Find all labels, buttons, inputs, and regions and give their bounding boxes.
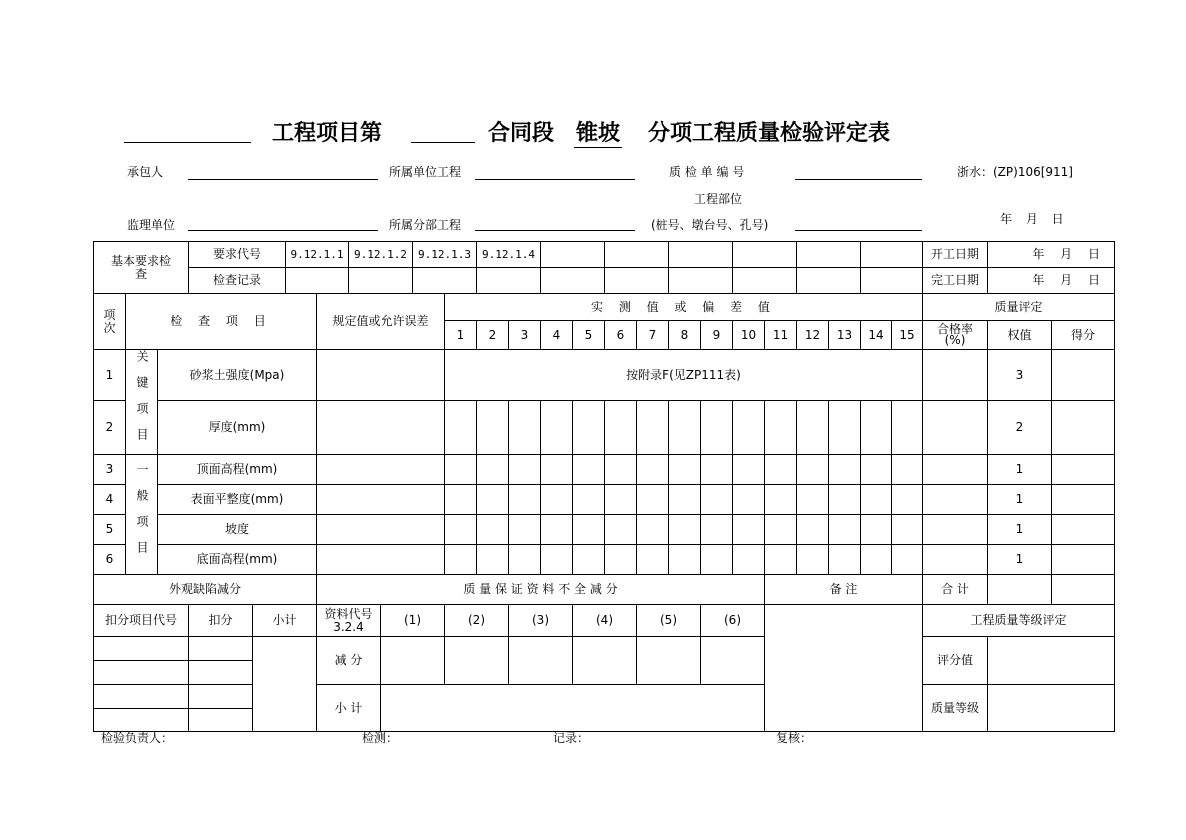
measured-cell[interactable] (861, 485, 892, 515)
measure-number: 7 (637, 321, 669, 350)
deduct-label: 扣分 (189, 605, 253, 637)
measured-cell[interactable] (573, 515, 605, 545)
measure-number: 15 (892, 321, 923, 350)
measured-cell[interactable] (445, 515, 477, 545)
division-project-field[interactable] (475, 230, 635, 231)
location-sub-label: (桩号、墩台号、孔号) (651, 218, 769, 232)
measured-cell[interactable] (637, 401, 669, 455)
measured-cell[interactable] (605, 455, 637, 485)
code-cell[interactable] (733, 242, 797, 268)
record-label: 检查记录 (189, 268, 286, 294)
measured-cell[interactable] (829, 401, 861, 455)
form-code: 浙水：(ZP)106[911] (957, 165, 1073, 179)
subtotal-cell[interactable] (253, 637, 317, 732)
record-cell[interactable] (605, 268, 669, 294)
check-item: 厚度(mm) (158, 401, 317, 455)
pass-rate-cell[interactable] (923, 455, 988, 485)
division-project-label: 所属分部工程 (389, 218, 462, 232)
title-part1: 工程项目第 (272, 121, 383, 146)
measured-cell[interactable] (861, 401, 892, 455)
measured-cell[interactable] (669, 455, 701, 485)
record-cell[interactable] (733, 268, 797, 294)
pass-rate-header: 合格率(%) (923, 321, 988, 350)
measured-cell[interactable] (509, 401, 541, 455)
measure-number: 1 (445, 321, 477, 350)
total-cell[interactable] (1052, 575, 1115, 605)
table-row (94, 545, 1115, 575)
inspector-label: 检验负责人： (101, 731, 174, 745)
location-label: 工程部位 (694, 192, 743, 206)
pass-rate-cell[interactable] (923, 350, 988, 401)
minus-cell[interactable] (381, 637, 445, 685)
start-date-label: 开工日期 (923, 242, 988, 268)
measured-cell[interactable] (765, 485, 797, 515)
measured-cell[interactable] (637, 545, 669, 575)
measured-cell[interactable] (733, 485, 765, 515)
measured-cell[interactable] (669, 545, 701, 575)
measure-number: 4 (541, 321, 573, 350)
measured-cell[interactable] (541, 515, 573, 545)
testing-label: 检测： (362, 731, 399, 745)
measured-cell[interactable] (892, 515, 923, 545)
code-cell[interactable] (861, 242, 923, 268)
pass-rate-cell[interactable] (923, 545, 988, 575)
code-1: 9.12.1.1 (286, 242, 349, 268)
measured-cell[interactable] (573, 485, 605, 515)
unit-project-field[interactable] (475, 179, 635, 180)
doc-2: (2) (445, 605, 509, 637)
measured-cell[interactable] (829, 545, 861, 575)
check-item: 坡度 (158, 515, 317, 545)
code-4: 9.12.1.4 (477, 242, 541, 268)
minus-cell[interactable] (701, 637, 765, 685)
grade-eval-label: 工程质量等级评定 (923, 605, 1115, 637)
row-number: 6 (94, 545, 126, 575)
score-cell[interactable] (1052, 350, 1115, 401)
general-group-label: 一般项目 (126, 455, 158, 575)
measured-cell[interactable] (701, 455, 733, 485)
pass-rate-cell[interactable] (923, 485, 988, 515)
measured-cell[interactable] (733, 545, 765, 575)
minus-cell[interactable] (445, 637, 509, 685)
subtotal-label: 小计 (253, 605, 317, 637)
assurance-deduction-label: 质 量 保 证 资 料 不 全 减 分 (317, 575, 765, 605)
row-number: 4 (94, 485, 126, 515)
minus-label: 减 分 (317, 637, 381, 685)
row-number: 2 (94, 401, 126, 455)
measure-number: 9 (701, 321, 733, 350)
record-cell[interactable] (861, 268, 923, 294)
score-cell[interactable] (1052, 401, 1115, 455)
measured-cell[interactable] (701, 401, 733, 455)
supervisor-field[interactable] (188, 230, 378, 231)
measure-number: 3 (509, 321, 541, 350)
measured-cell[interactable] (892, 485, 923, 515)
weight-value: 1 (988, 515, 1052, 545)
table-row (94, 515, 1115, 545)
doc-1: (1) (381, 605, 445, 637)
code-cell[interactable] (797, 242, 861, 268)
doc-4: (4) (573, 605, 637, 637)
grade-label: 质量等级 (923, 685, 988, 732)
measure-number: 12 (797, 321, 829, 350)
doc-code-label: 资料代号 3.2.4 (317, 605, 381, 637)
record-cell[interactable] (413, 268, 477, 294)
record-cell[interactable] (797, 268, 861, 294)
measured-cell[interactable] (509, 455, 541, 485)
grade-cell[interactable] (988, 685, 1115, 732)
code-cell[interactable] (669, 242, 733, 268)
end-date-label: 完工日期 (923, 268, 988, 294)
measured-cell[interactable] (733, 401, 765, 455)
measured-cell[interactable] (605, 401, 637, 455)
measured-cell[interactable] (765, 401, 797, 455)
evaluation-table (93, 241, 1115, 732)
measure-number: 5 (573, 321, 605, 350)
minus-cell[interactable] (573, 637, 637, 685)
spec-cell[interactable] (317, 545, 445, 575)
row-number: 1 (94, 350, 126, 401)
measured-cell[interactable] (605, 485, 637, 515)
measured-cell[interactable] (701, 485, 733, 515)
score-value-cell[interactable] (988, 637, 1115, 685)
spec-cell[interactable] (317, 350, 445, 401)
measured-cell[interactable] (541, 545, 573, 575)
measure-number: 13 (829, 321, 861, 350)
measured-cell[interactable] (541, 485, 573, 515)
measured-cell[interactable] (733, 455, 765, 485)
measured-cell[interactable] (477, 515, 509, 545)
code-3: 9.12.1.3 (413, 242, 477, 268)
measured-cell[interactable] (701, 545, 733, 575)
measured-cell[interactable] (765, 515, 797, 545)
deduct-cell[interactable] (189, 637, 253, 661)
weight-header: 权值 (988, 321, 1052, 350)
contract-section-blank[interactable] (411, 142, 475, 143)
measured-cell[interactable] (605, 515, 637, 545)
measured-cell[interactable] (669, 401, 701, 455)
measured-cell[interactable] (509, 545, 541, 575)
measured-note: 按附录F(见ZP111表) (445, 350, 923, 401)
measured-cell[interactable] (445, 401, 477, 455)
section-name: 锥坡 (574, 116, 622, 148)
measured-cell[interactable] (797, 545, 829, 575)
weight-value: 3 (988, 350, 1052, 401)
measured-cell[interactable] (509, 515, 541, 545)
measured-cell[interactable] (637, 485, 669, 515)
measured-cell[interactable] (669, 515, 701, 545)
score-header: 得分 (1052, 321, 1115, 350)
measured-cell[interactable] (765, 545, 797, 575)
score-cell[interactable] (1052, 515, 1115, 545)
row-number: 5 (94, 515, 126, 545)
pass-rate-cell[interactable] (923, 515, 988, 545)
subtotal2-label: 小 计 (317, 685, 381, 732)
deduct-code-cell[interactable] (94, 637, 189, 661)
basic-requirements-label: 基本要求检查 (94, 242, 189, 294)
unit-project-label: 所属单位工程 (389, 165, 462, 179)
check-item: 顶面高程(mm) (158, 455, 317, 485)
location-field[interactable] (795, 230, 922, 231)
appearance-deduction-label: 外观缺陷减分 (94, 575, 317, 605)
measured-cell[interactable] (733, 515, 765, 545)
pass-rate-cell[interactable] (923, 401, 988, 455)
measure-number: 14 (861, 321, 892, 350)
score-cell[interactable] (1052, 545, 1115, 575)
measured-cell[interactable] (477, 545, 509, 575)
code-cell[interactable] (605, 242, 669, 268)
total-label: 合 计 (923, 575, 988, 605)
title-part2: 合同段 (488, 121, 555, 146)
recorder-label: 记录： (553, 731, 590, 745)
spec-cell[interactable] (317, 401, 445, 455)
check-item: 表面平整度(mm) (158, 485, 317, 515)
measured-cell[interactable] (892, 545, 923, 575)
remarks-cell[interactable] (765, 605, 923, 732)
measured-header: 实 测 值 或 偏 差 值 (445, 294, 923, 321)
record-cell[interactable] (669, 268, 733, 294)
measured-cell[interactable] (573, 545, 605, 575)
measured-cell[interactable] (829, 515, 861, 545)
record-cell[interactable] (541, 268, 605, 294)
code-2: 9.12.1.2 (349, 242, 413, 268)
measured-cell[interactable] (541, 455, 573, 485)
deduct-cell[interactable] (189, 709, 253, 732)
end-date-value[interactable]: 年 月 日 (988, 268, 1115, 294)
measured-cell[interactable] (861, 455, 892, 485)
title-part3: 分项工程质量检验评定表 (648, 121, 891, 146)
row-number: 3 (94, 455, 126, 485)
measured-cell[interactable] (701, 515, 733, 545)
measure-number: 2 (477, 321, 509, 350)
score-value-label: 评分值 (923, 637, 988, 685)
record-cell[interactable] (477, 268, 541, 294)
measured-cell[interactable] (445, 455, 477, 485)
measured-cell[interactable] (541, 401, 573, 455)
total-cell[interactable] (988, 575, 1052, 605)
measure-number: 10 (733, 321, 765, 350)
measured-cell[interactable] (892, 401, 923, 455)
weight-value: 1 (988, 485, 1052, 515)
table-row (94, 401, 1115, 455)
header-date: 年 月 日 (1000, 212, 1064, 226)
measure-number: 11 (765, 321, 797, 350)
deduct-cell[interactable] (189, 685, 253, 709)
quality-header: 质量评定 (923, 294, 1115, 321)
deduct-code-label: 扣分项目代号 (94, 605, 189, 637)
measured-cell[interactable] (765, 455, 797, 485)
minus-cell[interactable] (509, 637, 573, 685)
qc-number-label: 质 检 单 编 号 (669, 165, 745, 179)
start-date-value[interactable]: 年 月 日 (988, 242, 1115, 268)
measured-cell[interactable] (445, 485, 477, 515)
weight-value: 1 (988, 545, 1052, 575)
doc-3: (3) (509, 605, 573, 637)
measured-cell[interactable] (861, 545, 892, 575)
score-cell[interactable] (1052, 485, 1115, 515)
spec-cell[interactable] (317, 485, 445, 515)
deduct-code-cell[interactable] (94, 685, 189, 709)
measured-cell[interactable] (573, 455, 605, 485)
measured-cell[interactable] (669, 485, 701, 515)
measured-cell[interactable] (797, 455, 829, 485)
contractor-field[interactable] (188, 179, 378, 180)
measured-cell[interactable] (637, 515, 669, 545)
spec-cell[interactable] (317, 455, 445, 485)
remarks-label: 备 注 (765, 575, 923, 605)
subtotal2-cell[interactable] (381, 685, 765, 732)
measured-cell[interactable] (605, 545, 637, 575)
item-header: 检 查 项 目 (126, 294, 317, 350)
deduct-cell[interactable] (189, 661, 253, 685)
measured-cell[interactable] (509, 485, 541, 515)
table-row (94, 485, 1115, 515)
contractor-label: 承包人 (127, 165, 164, 179)
weight-value: 2 (988, 401, 1052, 455)
code-cell[interactable] (541, 242, 605, 268)
measured-cell[interactable] (573, 401, 605, 455)
code-label: 要求代号 (189, 242, 286, 268)
doc-5: (5) (637, 605, 701, 637)
key-group-label: 关键项目 (126, 350, 158, 455)
measured-cell[interactable] (829, 485, 861, 515)
project-name-blank[interactable] (124, 142, 251, 143)
measured-cell[interactable] (797, 515, 829, 545)
measured-cell[interactable] (477, 401, 509, 455)
measure-number: 8 (669, 321, 701, 350)
measured-cell[interactable] (829, 455, 861, 485)
deduct-code-cell[interactable] (94, 661, 189, 685)
minus-cell[interactable] (637, 637, 701, 685)
spec-header: 规定值或允许误差 (317, 294, 445, 350)
index-header: 项次 (94, 294, 126, 350)
record-cell[interactable] (349, 268, 413, 294)
reviewer-label: 复核： (776, 731, 813, 745)
measured-cell[interactable] (797, 401, 829, 455)
check-item: 底面高程(mm) (158, 545, 317, 575)
measured-cell[interactable] (477, 455, 509, 485)
measured-cell[interactable] (445, 545, 477, 575)
measure-number: 6 (605, 321, 637, 350)
measured-cell[interactable] (892, 455, 923, 485)
measured-cell[interactable] (637, 455, 669, 485)
score-cell[interactable] (1052, 455, 1115, 485)
measured-cell[interactable] (797, 485, 829, 515)
doc-6: (6) (701, 605, 765, 637)
supervisor-label: 监理单位 (127, 218, 176, 232)
check-item: 砂浆土强度(Mpa) (158, 350, 317, 401)
qc-number-field[interactable] (795, 179, 922, 180)
record-cell[interactable] (286, 268, 349, 294)
measured-cell[interactable] (477, 485, 509, 515)
measured-cell[interactable] (861, 515, 892, 545)
table-row (94, 455, 1115, 485)
weight-value: 1 (988, 455, 1052, 485)
table-row (94, 350, 1115, 401)
spec-cell[interactable] (317, 515, 445, 545)
